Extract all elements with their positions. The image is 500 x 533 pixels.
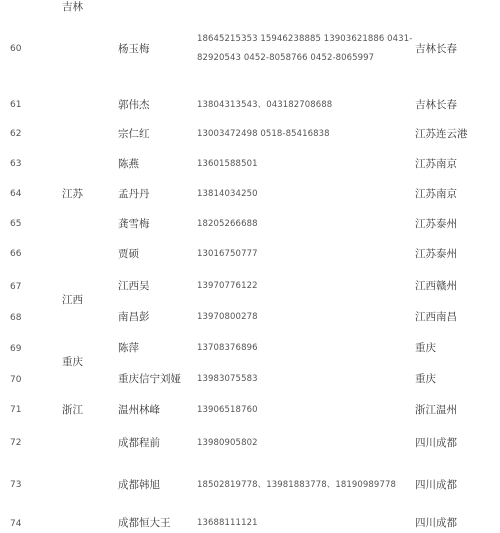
location-cell: 江苏南京 (415, 158, 457, 170)
row-number: 73 (10, 480, 22, 490)
location-cell: 江苏泰州 (415, 248, 457, 260)
phone-cell: 13983075583 (197, 374, 258, 384)
province-cell: 浙江 (62, 404, 83, 416)
phone-cell: 13708376896 (197, 343, 258, 353)
row-number: 72 (10, 438, 22, 448)
location-cell: 重庆 (415, 373, 436, 385)
phone-cell: 13003472498 0518-85416838 (197, 129, 330, 139)
phone-cell: 13804313543、043182708688 (197, 100, 333, 110)
name-cell: 成都韩旭 (118, 479, 160, 491)
name-cell: 杨玉梅 (118, 43, 150, 55)
name-cell: 郭伟杰 (118, 99, 150, 111)
phone-cell: 13980905802 (197, 438, 258, 448)
row-number: 63 (10, 159, 22, 169)
row-number: 68 (10, 313, 22, 323)
location-cell: 吉林长春 (415, 99, 457, 111)
phone-cell: 13970776122 (197, 281, 258, 291)
phone-cell: 13688111121 (197, 518, 258, 528)
row-number: 71 (10, 405, 22, 415)
phone-cell: 18205266688 (197, 219, 258, 229)
name-cell: 陈萍 (118, 342, 139, 354)
name-cell: 温州林峰 (118, 404, 160, 416)
location-cell: 吉林长春 (415, 43, 457, 55)
location-cell: 江西南昌 (415, 311, 457, 323)
phone-cell: 18645215353 15946238885 13903621886 0431- (197, 34, 413, 44)
phone-cell: 13970800278 (197, 312, 258, 322)
name-cell: 成都程前 (118, 437, 160, 449)
phone-cell: 82920543 0452-8058766 0452-8065997 (197, 53, 375, 63)
row-number: 67 (10, 282, 22, 292)
row-number: 66 (10, 249, 22, 259)
phone-cell: 13016750777 (197, 249, 258, 259)
location-cell: 四川成都 (415, 437, 457, 449)
row-number: 70 (10, 375, 22, 385)
phone-cell: 13814034250 (197, 189, 258, 199)
name-cell: 南昌彭 (118, 311, 150, 323)
name-cell: 贾硕 (118, 248, 139, 260)
phone-cell: 13906518760 (197, 405, 258, 415)
row-number: 74 (10, 519, 22, 529)
row-number: 60 (10, 44, 22, 54)
province-cell: 江苏 (62, 188, 83, 200)
province-cell: 江西 (62, 294, 83, 306)
row-number: 62 (10, 129, 22, 139)
row-number: 64 (10, 189, 22, 199)
location-cell: 江苏南京 (415, 188, 457, 200)
location-cell: 江苏连云港 (415, 128, 468, 140)
name-cell: 陈燕 (118, 158, 139, 170)
name-cell: 孟丹丹 (118, 188, 150, 200)
row-number: 65 (10, 219, 22, 229)
phone-cell: 13601588501 (197, 159, 258, 169)
location-cell: 江西赣州 (415, 280, 457, 292)
name-cell: 宗仁红 (118, 128, 150, 140)
row-number: 69 (10, 344, 22, 354)
row-number: 61 (10, 100, 22, 110)
location-cell: 浙江温州 (415, 404, 457, 416)
location-cell: 江苏泰州 (415, 218, 457, 230)
name-cell: 成都恒大王 (118, 517, 171, 529)
location-cell: 四川成都 (415, 479, 457, 491)
province-cell: 吉林 (62, 1, 83, 13)
name-cell: 龚雪梅 (118, 218, 150, 230)
phone-cell: 18502819778、13981883778、18190989778 (197, 480, 396, 490)
location-cell: 四川成都 (415, 517, 457, 529)
location-cell: 重庆 (415, 342, 436, 354)
name-cell: 重庆信宁刘娅 (118, 373, 181, 385)
name-cell: 江西吴 (118, 280, 150, 292)
province-cell: 重庆 (62, 356, 83, 368)
